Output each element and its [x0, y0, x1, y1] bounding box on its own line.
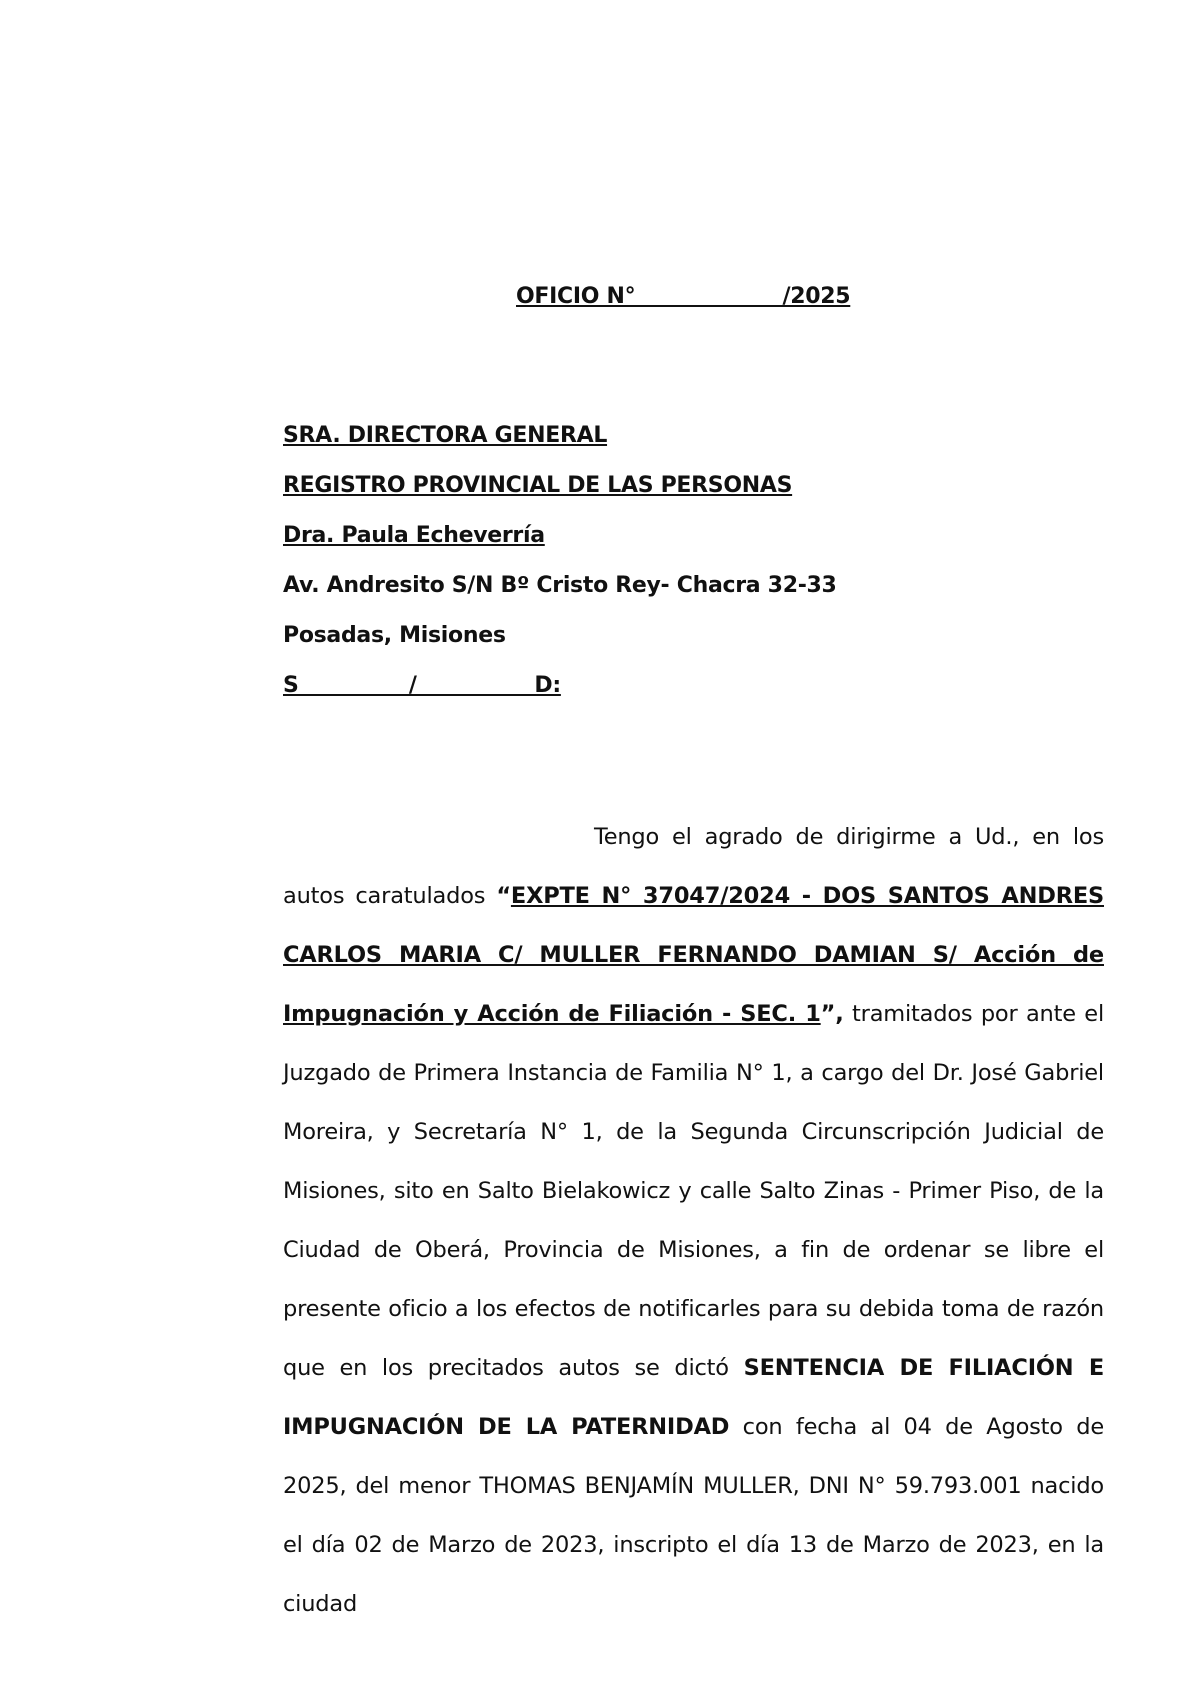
page-title: OFICIO N° /2025 [516, 284, 851, 309]
case-close-quote: ”, [820, 1001, 844, 1027]
recipient-position: SRA. DIRECTORA GENERAL [283, 423, 608, 448]
body-court-details: tramitados por ante el Juzgado de Primera Instancia de Familia N° 1, a cargo del Dr. José Gabriel Moreira, y Secretaría N° 1, de la Segunda Circunscripción Judicial de Misiones, sito en Salto Bielakowicz y calle Salto Zinas - Primer Piso, de la Ciudad de Oberá, Provincia de Misiones, a fin de ordenar se libre el presente oficio a los efectos de notificarles para su debida toma de razón que en los precitados autos se dictó [283, 1001, 1104, 1381]
recipient-name: Dra. Paula Echeverría [283, 523, 545, 548]
sentence-title: SENTENCIA DE FILIACIÓN E IMPUGNACIÓN DE LA PATERNIDAD [283, 1355, 1104, 1440]
salutation-sd: S / D: [283, 673, 561, 698]
body-paragraph [283, 808, 1104, 1634]
body-minor-details: con fecha al 04 de Agosto de 2025, del menor THOMAS BENJAMÍN MULLER, DNI N° 59.793.001 nacido el día 02 de Marzo de 2023, inscripto el día 13 de Marzo de 2023, en la ciudad [283, 1414, 1104, 1617]
recipient-city: Posadas, Misiones [283, 623, 506, 648]
recipient-institution: REGISTRO PROVINCIAL DE LAS PERSONAS [283, 473, 793, 498]
recipient-address: Av. Andresito S/N Bº Cristo Rey- Chacra 32-33 [283, 573, 837, 598]
body-intro: Tengo el agrado de dirigirme a Ud., en los autos caratulados [283, 824, 1104, 909]
case-open-quote: “ [496, 883, 511, 909]
case-title: EXPTE N° 37047/2024 - DOS SANTOS ANDRES CARLOS MARIA C/ MULLER FERNANDO DAMIAN S/ Acción de Impugnación y Acción de Filiación - SEC. 1 [283, 883, 1104, 1027]
